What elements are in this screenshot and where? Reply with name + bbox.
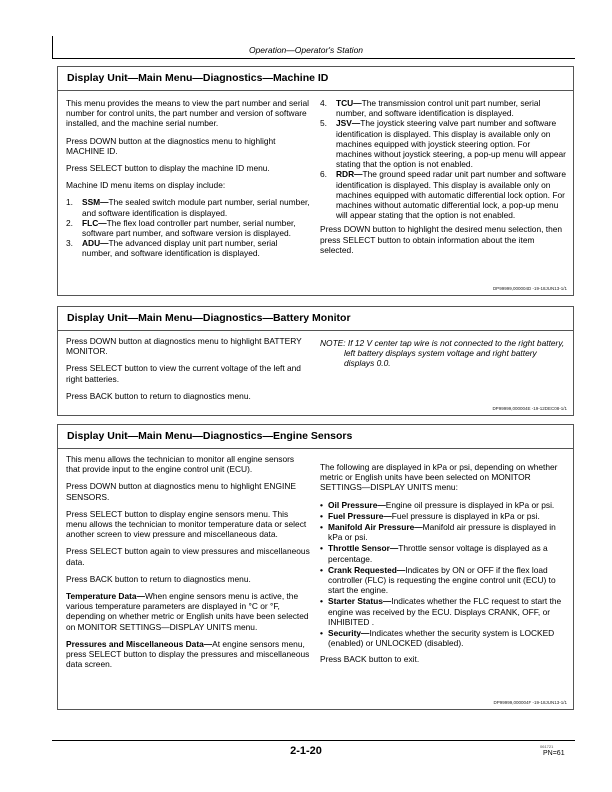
paragraph: Press SELECT button to display engine sensors menu. This menu allows the technician to monitor temperature data or select another screen to view pressure and miscellaneous data. [66, 508, 307, 540]
list-item: • Manifold Air Pressure—Manifold air pressure is displayed in kPa or psi. [320, 522, 556, 543]
paragraph: Press BACK button to exit. [320, 654, 420, 665]
footer-code: 061721 [540, 744, 554, 749]
section-engine-sensors [57, 424, 574, 710]
page-number: 2-1-20 [290, 745, 322, 757]
paragraph: Press BACK button to return to diagnostics menu. [66, 573, 251, 584]
paragraph: Press DOWN button at diagnostics menu to highlight BATTERY MONITOR. [66, 336, 302, 357]
paragraph: Press SELECT button to view the current voltage of the left and right batteries. [66, 363, 301, 384]
reference-code: DP99999,000004D -19-18JUN13-1/1 [492, 286, 567, 291]
page-pn: PN=61 [543, 750, 565, 757]
reference-code: DP99999,000004E -19-12DEC08-1/1 [492, 406, 567, 411]
header-rule [52, 58, 575, 59]
list-item: 3. ADU—The advanced display unit part number, serial number, and software identification is displayed. [66, 238, 278, 259]
paragraph: Press DOWN button at diagnostics menu to highlight ENGINE SENSORS. [66, 481, 296, 502]
list-item: 6. RDR—The ground speed radar unit part number and software identification is displayed. This display is available only on machines equipped with automatic differential lock option. For machines without automatic differential lock, a pop-up menu will appear stating that the option is not enabled. [320, 169, 566, 221]
section-title: Display Unit—Main Menu—Diagnostics—Engine Sensors [67, 430, 353, 442]
list-item: • Oil Pressure—Engine oil pressure is displayed in kPa or psi. [320, 499, 555, 510]
paragraph: Machine ID menu items on display include: [66, 180, 226, 191]
paragraph: Press SELECT button again to view pressures and miscellaneous data. [66, 546, 310, 567]
list-item: • Crank Requested—Indicates by ON or OFF if the flex load controller (FLC) is requesting the engine control unit (ECU) to start the engine. [320, 564, 556, 596]
numbered-list [66, 197, 310, 258]
list-item: 2. FLC—The flex load controller part number, serial number, software part number, and software version is displayed. [66, 217, 296, 239]
paragraph: Temperature Data—When engine sensors menu is active, the various temperature parameters are displayed in °C or °F, depending on whether metric or English units have been selected on MONITOR SETTINGS—DISPLAY UNITS menu. [66, 591, 309, 632]
list-item: • Fuel Pressure—Fuel pressure is displayed in kPa or psi. [320, 510, 540, 521]
right-column [320, 462, 568, 672]
section-title: Display Unit—Main Menu—Diagnostics—Battery Monitor [67, 312, 351, 324]
left-column [66, 454, 310, 676]
bullet-list [320, 500, 568, 649]
paragraph: Press DOWN button at the diagnostics menu to highlight MACHINE ID. [66, 135, 276, 156]
reference-code: DP99999,000004F -19-18JUN13-1/1 [493, 700, 567, 705]
paragraph: The following are displayed in kPa or psi, depending on whether metric or English units have been selected on MONITOR SETTINGS—DISPLAY UNITS menu: [320, 462, 558, 493]
list-item: 4. TCU—The transmission control unit part number, serial number, and software identification is displayed. [320, 98, 541, 119]
note: NOTE: If 12 V center tap wire is not connected to the right battery, left battery displays system voltage and right battery displays 0.0. [320, 338, 565, 369]
section-title-rule [58, 448, 573, 449]
paragraph: Pressures and Miscellaneous Data—At engine sensors menu, press SELECT button to display the pressures and miscellaneous data screen. [66, 638, 310, 670]
running-header: Operation—Operator's Station [248, 45, 364, 55]
paragraph: This menu provides the means to view the part number and serial number for control units, the part number and version of software installed, and the machine serial number. [66, 98, 309, 129]
list-item: 5. JSV—The joystick steering valve part number and software identification is displayed. This display is available only on machines equipped with joystick steering option. For machines without joystick steering, a pop-up menu will appear stating that the option is not enabled. [320, 118, 566, 170]
section-title-rule [58, 330, 573, 331]
left-column [66, 98, 310, 263]
right-column [320, 338, 568, 376]
section-battery-monitor [57, 306, 574, 416]
paragraph: Press BACK button to return to diagnostics menu. [66, 390, 251, 401]
list-item: 1. SSM—The sealed switch module part number, serial number, and software identification is displayed. [66, 197, 310, 218]
list-item: • Security—Indicates whether the security system is LOCKED (enabled) or UNLOCKED (disabled). [320, 628, 555, 649]
numbered-list [320, 98, 568, 220]
section-title-rule [58, 90, 573, 91]
paragraph: Press SELECT button to display the machine ID menu. [66, 163, 270, 174]
paragraph: This menu allows the technician to monitor all engine sensors that provide input to the engine control unit (ECU). [66, 454, 295, 475]
section-machine-id [57, 66, 574, 296]
paragraph: Press DOWN button to highlight the desired menu selection, then press SELECT button to obtain information about the item selected. [320, 224, 563, 255]
list-item: • Throttle Sensor—Throttle sensor voltage is displayed as a percentage. [320, 543, 548, 564]
footer-rule [52, 740, 575, 741]
left-column [66, 336, 310, 408]
list-item: • Starter Status—Indicates whether the FLC request to start the engine was received by the ECU. Displays CRANK, OFF, or INHIBITED . [320, 596, 562, 627]
section-title: Display Unit—Main Menu—Diagnostics—Machine ID [67, 72, 329, 84]
right-column [320, 98, 568, 262]
